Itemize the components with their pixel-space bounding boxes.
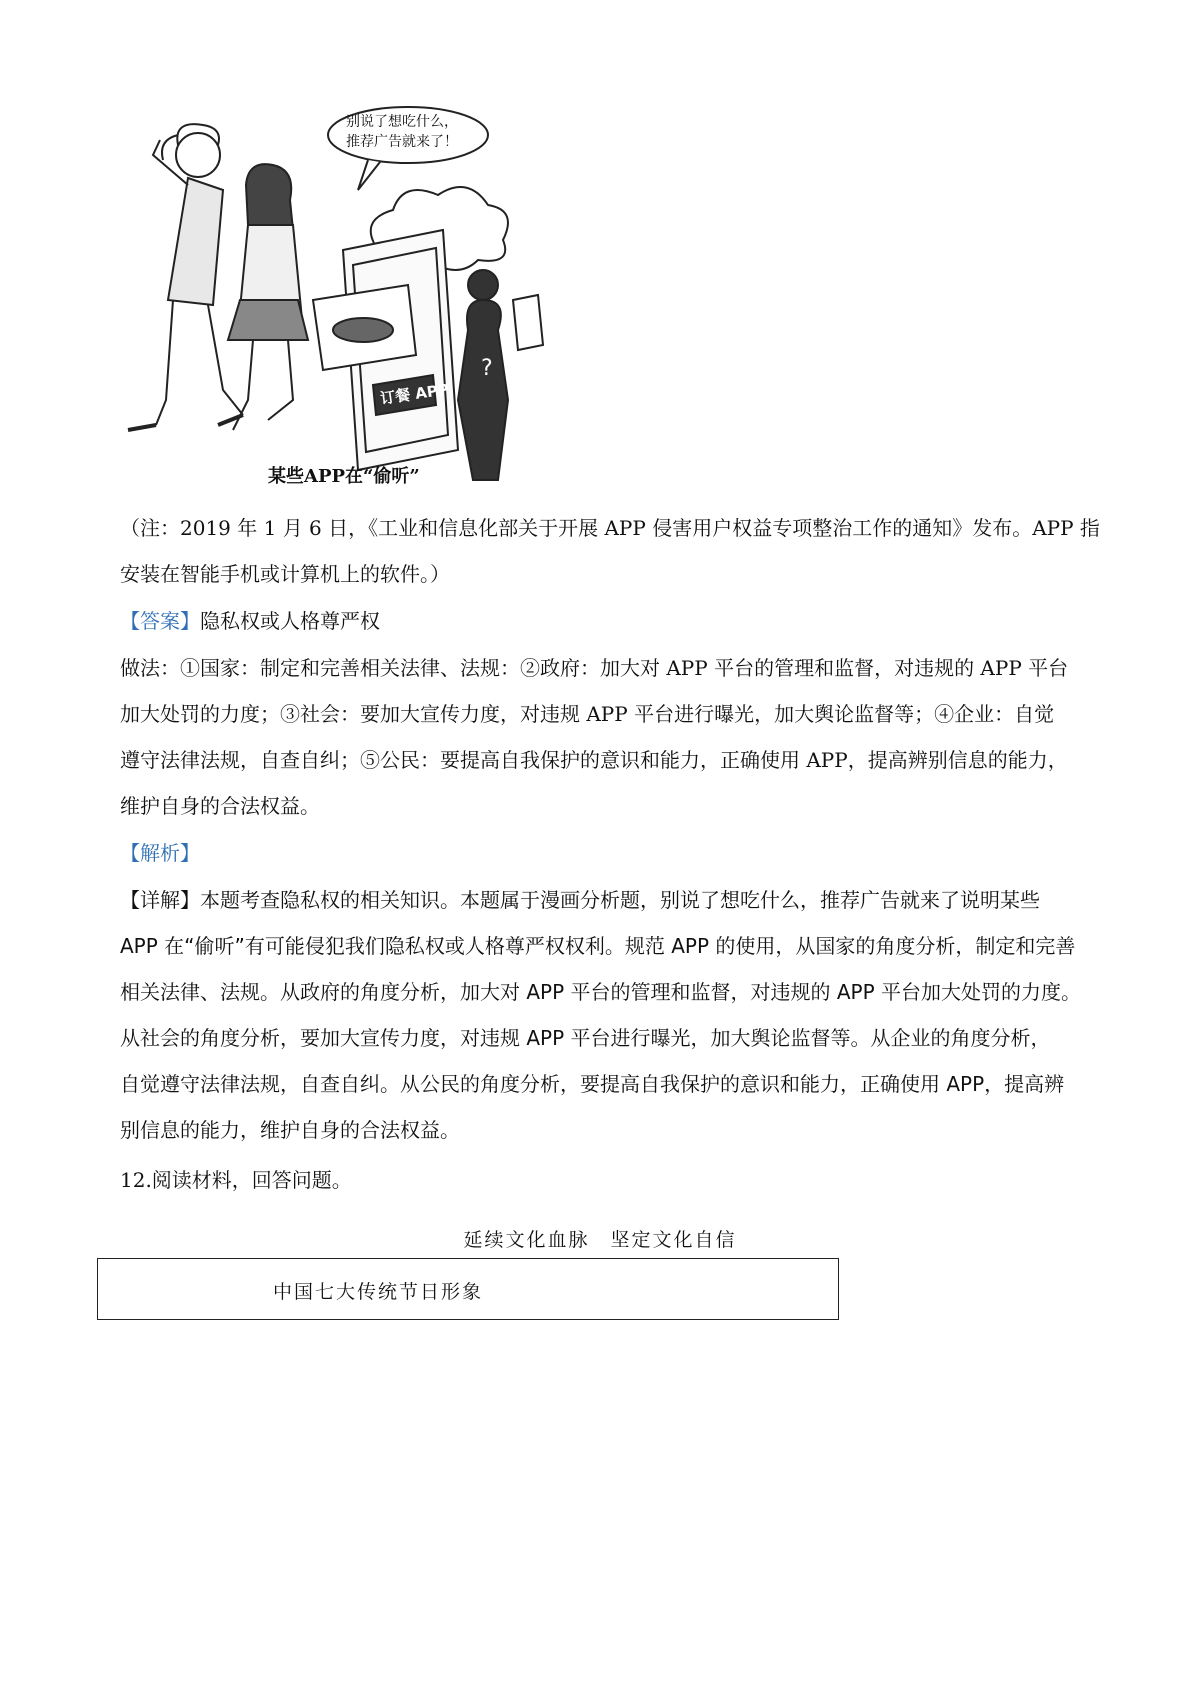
material-box-text: 中国七大传统节日形象 [272, 1281, 483, 1303]
detail-line: 别信息的能力，维护自身的合法权益。 [120, 1118, 460, 1142]
note-line-1: （注：2019 年 1 月 6 日，《工业和信息化部关于开展 APP 侵害用户权益专项整治工作的通知》发布。APP 指 [120, 516, 1100, 540]
analysis-tag: 【解析】 [120, 841, 200, 865]
note-line-2: 安装在智能手机或计算机上的软件。） [120, 562, 450, 586]
detail-line: APP 在“偷听”有可能侵犯我们隐私权或人格尊严权权利。规范 APP 的使用，从国家的角度分析，制定和完善 [120, 934, 1076, 958]
cartoon-drawing [118, 100, 598, 500]
method-line: 维护自身的合法权益。 [120, 794, 320, 818]
method-line: 做法：①国家：制定和完善相关法律、法规：②政府：加大对 APP 平台的管理和监督，对违规的 APP 平台 [120, 656, 1069, 680]
answer-text: 隐私权或人格尊严权 [200, 609, 380, 633]
material-title: 延续文化血脉 坚定文化自信 [463, 1229, 737, 1251]
question-mark: ? [481, 356, 493, 381]
method-line: 加大处罚的力度；③社会：要加大宣传力度，对违规 APP 平台进行曝光，加大舆论监督等；④企业：自觉 [120, 702, 1055, 726]
cartoon-illustration [118, 100, 598, 500]
answer-paragraph [120, 598, 1100, 644]
detail-line: 相关法律、法规。从政府的角度分析，加大对 APP 平台的管理和监督，对违规的 APP 平台加大处罚的力度。 [120, 980, 1082, 1004]
material-box [97, 1258, 839, 1320]
method-line: 遵守法律法规，自查自纠；⑤公民：要提高自我保护的意识和能力，正确使用 APP，提高辨别信息的能力， [120, 748, 1068, 772]
detail-paragraph [120, 877, 1100, 1153]
note-paragraph [120, 505, 1100, 597]
detail-line: 自觉遵守法律法规，自查自纠。从公民的角度分析，要提高自我保护的意识和能力，正确使用 APP，提高辨 [120, 1072, 1065, 1096]
method-paragraph [120, 645, 1100, 829]
speech-line-2: 推荐广告就来了！ [346, 134, 458, 150]
detail-line: 【详解】本题考查隐私权的相关知识。本题属于漫画分析题，别说了想吃什么，推荐广告就来了说明某些 [120, 888, 1040, 912]
cartoon-caption: 某些APP在“偷听” [268, 466, 420, 487]
phone-label: 订餐 APP [379, 380, 450, 408]
speech-bubble-text [346, 112, 458, 152]
answer-tag: 【答案】 [120, 609, 200, 633]
detail-line: 从社会的角度分析，要加大宣传力度，对违规 APP 平台进行曝光，加大舆论监督等。从企业的角度分析， [120, 1026, 1051, 1050]
speech-line-1: 别说了想吃什么， [346, 114, 458, 130]
question-text: 12.阅读材料，回答问题。 [120, 1168, 352, 1192]
